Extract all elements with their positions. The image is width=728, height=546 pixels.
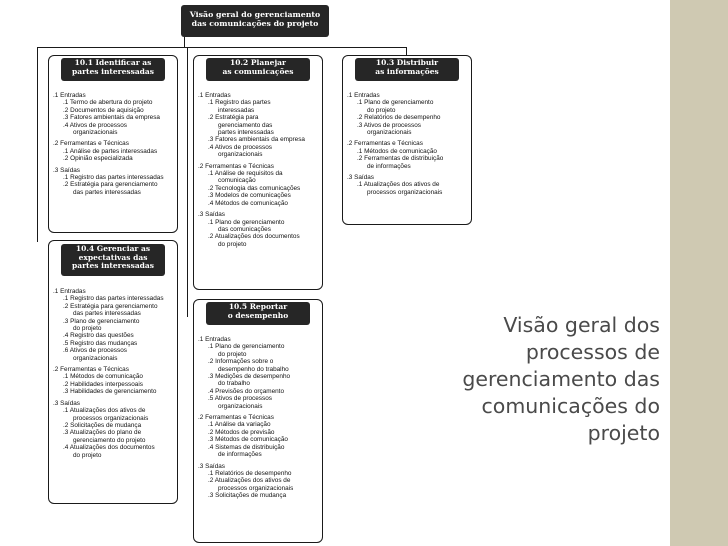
process-header-10-5: 10.5 Reportar o desempenho [206,302,310,325]
process-section-heading: .2 Ferramentas e Técnicas [198,162,274,170]
process-item: .2 Ferramentas de distribuição [357,155,444,163]
process-item: .4 Sistemas de distribuição [208,443,285,451]
process-item: .2 Estratégia para gerenciamento [63,302,158,310]
process-item: do trabalho [218,380,250,388]
process-box-10-5 [193,299,323,543]
process-item: das partes interessadas [73,188,141,196]
process-section-heading: .3 Saídas [198,211,226,219]
process-item: .2 Opinião especializada [63,155,133,163]
connector-horizontal [37,47,407,48]
process-item: .1 Registro das partes [208,99,271,107]
process-item: .1 Atualizações dos ativos de [357,181,440,189]
process-item: .1 Plano de gerenciamento [208,218,285,226]
process-item: .3 Solicitações de mudança [208,492,287,500]
process-header-10-1: 10.1 Identificar as partes interessadas [61,58,165,81]
connector-drop-center [187,47,188,317]
slide-title [440,312,660,447]
process-section-heading: .2 Ferramentas e Técnicas [347,140,423,148]
process-item: processos organizacionais [73,414,149,422]
process-item: organizacionais [218,402,263,410]
accent-side-panel [670,0,728,546]
slide-title-line: comunicações do [481,394,660,418]
process-item: .3 Plano de gerenciamento [63,317,140,325]
process-item: .1 Termo de abertura do projeto [63,99,153,107]
slide-title-line: Visão geral dos [503,313,660,337]
process-item: de informações [367,162,411,170]
process-item: .4 Previsões do orçamento [208,387,285,395]
process-item: comunicação [218,177,256,185]
process-header-10-3: 10.3 Distribuir as informações [355,58,459,81]
process-content-10-4 [53,288,164,459]
process-section-heading: .3 Saídas [53,399,81,407]
process-item: organizacionais [73,129,118,137]
process-item: .3 Medições de desempenho [208,373,291,381]
process-item: .2 Estratégia para gerenciamento [63,181,158,189]
process-content-10-3 [347,92,443,196]
process-item: .2 Habilidades interpessoais [63,380,143,388]
process-box-10-2 [193,55,323,290]
process-item: processos organizacionais [367,188,443,196]
process-content-10-1 [53,92,164,196]
process-item: .2 Métodos de previsão [208,428,275,436]
process-item: .2 Informações sobre o [208,358,274,366]
process-item: .3 Fatores ambientais da empresa [208,136,305,144]
slide-title-line: processos de [525,340,660,364]
process-item: .4 Métodos de comunicação [208,199,288,207]
slide-title-line: gerenciamento das [462,367,660,391]
process-header-10-4: 10.4 Gerenciar as expectativas das partes interessadas [61,244,165,276]
process-item: .4 Atualizações dos documentos [63,444,155,452]
process-item: .2 Tecnologia das comunicações [208,184,301,192]
process-item: gerenciamento do projeto [73,436,146,444]
process-item: .1 Registro das partes interessadas [63,295,164,303]
process-item: organizacionais [367,129,412,137]
process-item: do projeto [367,106,396,114]
process-item: .5 Registro das mudanças [63,339,138,347]
process-item: .2 Documentos de aquisição [63,106,144,114]
process-section-heading: .3 Saídas [347,174,375,182]
process-content-10-2 [198,92,305,248]
process-item: .4 Registro das questões [63,332,134,340]
process-section-heading: .1 Entradas [53,92,86,99]
process-item: .5 Ativos de processos [208,395,272,403]
process-item: .1 Análise de requisitos da [208,170,283,178]
process-item: .4 Ativos de processos [63,121,127,129]
process-section-heading: .1 Entradas [198,336,231,343]
process-item: processos organizacionais [218,484,294,492]
process-item: interessadas [218,106,255,114]
process-item: .2 Relatórios de desempenho [357,114,441,122]
process-item: .3 Atualizações do plano de [63,429,142,437]
process-item: .3 Métodos de comunicação [208,436,288,444]
process-item: do projeto [218,240,247,248]
process-item: do projeto [73,451,102,459]
process-section-heading: .3 Saídas [198,462,226,470]
connector-drop-right [406,47,407,55]
process-content-10-5 [198,336,293,500]
process-item: .3 Modelos de comunicações [208,192,291,200]
process-item: .3 Ativos de processos [357,121,421,129]
process-item: das partes interessadas [73,310,141,318]
process-item: .2 Solicitações de mudança [63,421,142,429]
process-item: .4 Ativos de processos [208,143,272,151]
process-item: desempenho do trabalho [218,365,289,373]
process-item: .1 Análise de partes interessadas [63,147,158,155]
process-box-10-4 [48,240,178,504]
process-section-heading: .1 Entradas [198,92,231,99]
process-item: .2 Estratégia para [208,114,259,122]
process-item: do projeto [73,325,102,333]
process-header-10-2: 10.2 Planejar as comunicações [206,58,310,81]
process-section-heading: .3 Saídas [53,166,81,174]
process-section-heading: .1 Entradas [347,92,380,99]
process-item: partes interessadas [218,129,274,137]
process-item: .6 Ativos de processos [63,347,127,355]
process-item: de informações [218,451,262,459]
process-item: do projeto [218,350,247,358]
process-item: .1 Plano de gerenciamento [357,99,434,107]
slide-title-line: projeto [587,421,660,445]
process-item: .1 Métodos de comunicação [63,373,143,381]
process-item: das comunicações [218,225,271,233]
process-item: .3 Habilidades de gerenciamento [63,388,157,396]
process-item: .1 Atualizações dos ativos de [63,407,146,415]
process-item: .1 Relatórios de desempenho [208,469,292,477]
process-section-heading: .2 Ferramentas e Técnicas [198,414,274,422]
process-item: organizacionais [218,151,263,159]
process-section-heading: .2 Ferramentas e Técnicas [53,366,129,374]
process-item: .1 Análise da variação [208,421,271,429]
process-item: organizacionais [73,354,118,362]
process-item: .3 Fatores ambientais da empresa [63,114,160,122]
process-item: .2 Atualizações dos documentos [208,233,300,241]
process-item: .1 Métodos de comunicação [357,147,437,155]
process-box-10-3 [342,55,472,225]
process-section-heading: .1 Entradas [53,288,86,295]
process-item: .1 Plano de gerenciamento [208,343,285,351]
process-item: .1 Registro das partes interessadas [63,174,164,182]
diagram-title: Visão geral do gerenciamento das comunicações do projeto [181,5,329,37]
process-item: .2 Atualizações dos ativos de [208,477,291,485]
process-section-heading: .2 Ferramentas e Técnicas [53,140,129,148]
connector-vertical-top [184,37,185,47]
process-box-10-1 [48,55,178,233]
connector-drop-left [37,47,38,242]
process-item: gerenciamento das [218,121,273,129]
